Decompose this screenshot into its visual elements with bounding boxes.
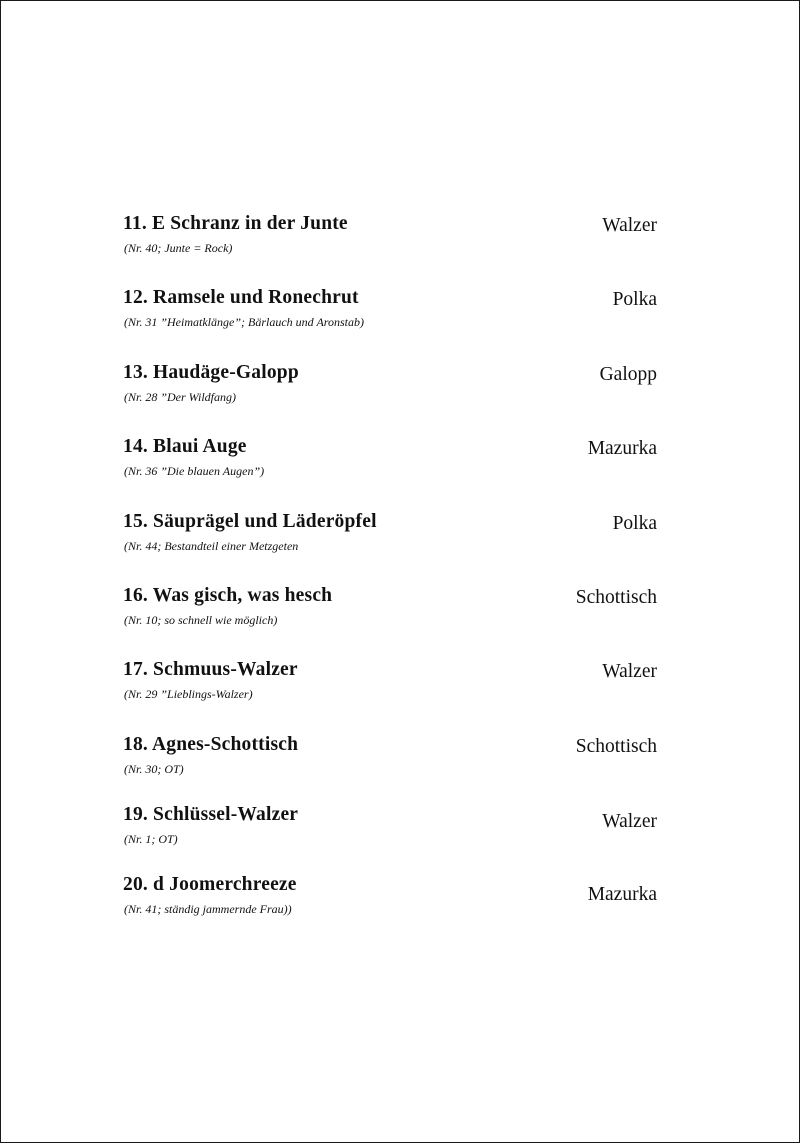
piece-title: 17. Schmuus-Walzer (123, 659, 298, 680)
piece-note: (Nr. 28 ”Der Wildfang) (124, 390, 237, 404)
dance-type: Galopp (599, 364, 657, 385)
dance-type: Mazurka (587, 884, 657, 905)
piece-title: 11. E Schranz in der Junte (123, 213, 348, 234)
piece-note: (Nr. 44; Bestandteil einer Metzgeten (124, 539, 299, 553)
dance-type: Schottisch (575, 587, 657, 608)
dance-type: Schottisch (575, 736, 657, 757)
piece-note: (Nr. 29 ”Lieblings-Walzer) (124, 687, 253, 701)
piece-title: 19. Schlüssel-Walzer (123, 804, 299, 825)
list-item (123, 212, 657, 272)
piece-note: (Nr. 40; Junte = Rock) (124, 241, 233, 255)
dance-type: Walzer (602, 811, 657, 832)
piece-note: (Nr. 10; so schnell wie möglich) (124, 613, 278, 627)
dance-type: Walzer (602, 215, 657, 236)
piece-title: 13. Haudäge-Galopp (123, 362, 299, 383)
list-item (123, 584, 657, 644)
piece-note: (Nr. 41; ständig jammernde Frau)) (124, 902, 292, 916)
piece-title: 15. Säuprägel und Läderöpfel (123, 511, 377, 532)
piece-title: 14. Blaui Auge (123, 436, 247, 457)
piece-title: 18. Agnes-Schottisch (123, 734, 299, 755)
piece-title: 12. Ramsele und Ronechrut (123, 287, 359, 308)
list-item (123, 361, 657, 421)
list-item (123, 510, 657, 570)
piece-note: (Nr. 1; OT) (124, 832, 178, 846)
list-item (123, 733, 657, 793)
list-item (123, 658, 657, 718)
list-item (123, 803, 657, 863)
list-item (123, 435, 657, 495)
piece-note: (Nr. 30; OT) (124, 762, 184, 776)
dance-type: Mazurka (587, 438, 657, 459)
list-item (123, 873, 657, 933)
piece-title: 16. Was gisch, was hesch (123, 585, 333, 606)
list-item (123, 286, 657, 346)
dance-type: Polka (612, 513, 657, 534)
piece-title: 20. d Joomerchreeze (123, 874, 297, 895)
dance-type: Polka (612, 289, 657, 310)
piece-note: (Nr. 36 ”Die blauen Augen”) (124, 464, 265, 478)
dance-type: Walzer (602, 661, 657, 682)
piece-note: (Nr. 31 ”Heimatklänge”; Bärlauch und Aronstab) (124, 315, 364, 329)
